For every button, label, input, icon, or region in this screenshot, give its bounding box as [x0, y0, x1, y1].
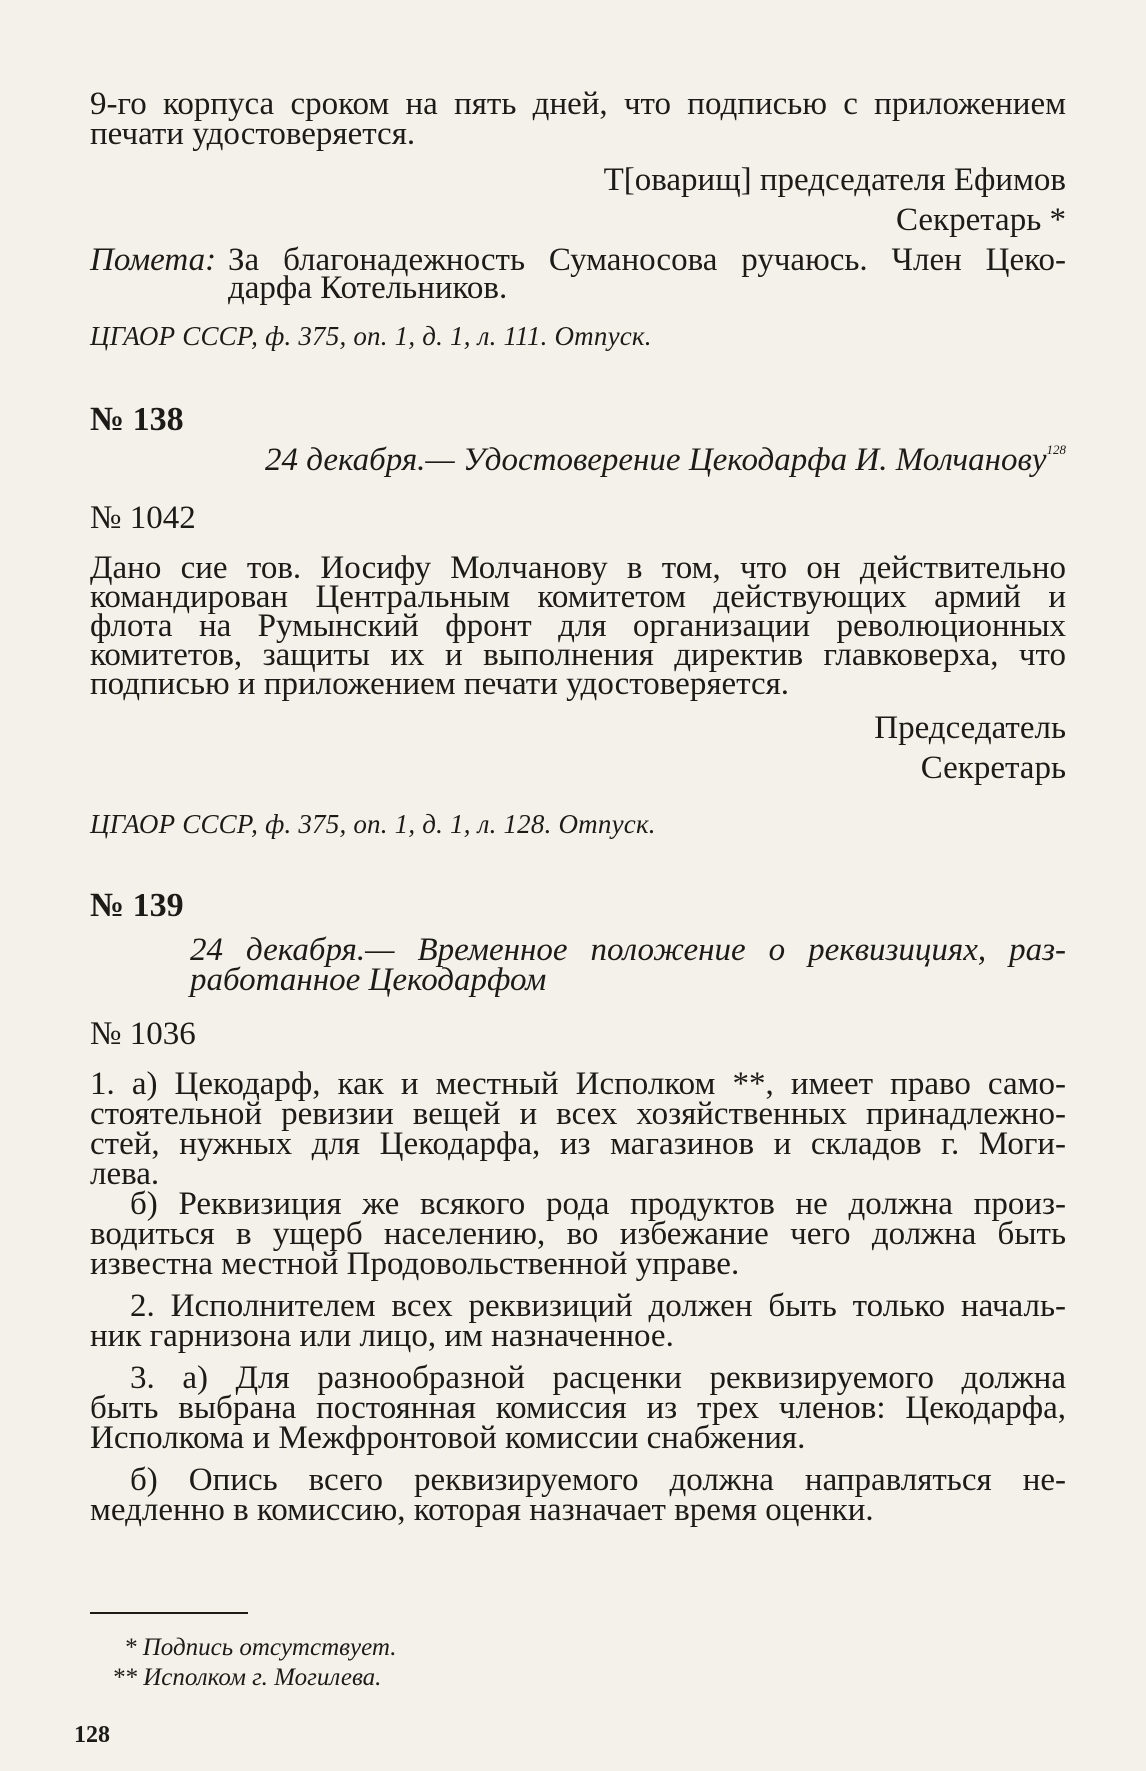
- footnote: ** Исполком г. Могилева.: [112, 1664, 382, 1691]
- archive-source: ЦГАОР СССР, ф. 375, оп. 1, д. 1, л. 128. Отпуск.: [90, 809, 656, 839]
- text-line: водиться в ущерб населению, во избежание чего должна быть: [90, 1216, 1066, 1252]
- text-line: печати удостоверяется.: [90, 116, 416, 152]
- registration-number: № 1036: [90, 1016, 196, 1052]
- note-text: За благонадежность Суманосова ручаюсь. Член Цеко-: [228, 242, 1066, 278]
- text-line: ник гарнизона или лицо, им назначенное.: [90, 1318, 674, 1354]
- text-line: стоятельной ревизии вещей и всех хозяйственных принадлежно-: [90, 1096, 1066, 1132]
- text-line: Исполкома и Межфронтовой комиссии снабжения.: [90, 1420, 806, 1456]
- document-title: работанное Цекодарфом: [190, 962, 547, 998]
- text-line: б) Опись всего реквизируемого должна направляться не-: [130, 1462, 1066, 1498]
- registration-number: № 1042: [90, 500, 196, 536]
- signature-line: Секретарь *: [895, 202, 1066, 238]
- text-line: 2. Исполнителем всех реквизиций должен быть только началь-: [130, 1288, 1066, 1324]
- page-number: 128: [74, 1722, 110, 1748]
- footnote: * Подпись отсутствует.: [124, 1634, 397, 1661]
- document-title-text: 24 декабря.— Удостоверение Цекодарфа И. Молчанову: [265, 442, 1047, 478]
- note-label: Помета:: [90, 242, 217, 278]
- note-text: дарфа Котельников.: [228, 270, 508, 306]
- document-number: № 139: [90, 887, 184, 924]
- text-line: б) Реквизиция же всякого рода продуктов не должна произ-: [130, 1186, 1066, 1222]
- text-line: 1. а) Цекодарф, как и местный Исполком **, имеет право само-: [90, 1066, 1066, 1102]
- text-line: 3. а) Для разнообразной расценки реквизируемого должна: [130, 1360, 1066, 1396]
- text-line: Дано сие тов. Иосифу Молчанову в том, что он действительно: [90, 550, 1066, 586]
- text-line: флота на Румынский фронт для организации революционных: [90, 608, 1066, 644]
- document-title: 24 декабря.— Временное положение о реквизициях, раз-: [190, 932, 1066, 968]
- text-line: лева.: [90, 1156, 160, 1192]
- text-line: быть выбрана постоянная комиссия из трех членов: Цекодарфа,: [90, 1390, 1066, 1426]
- text-line: комитетов, защиты их и выполнения директив главковерха, что: [90, 637, 1066, 673]
- signature-line: Т[оварищ] председателя Ефимов: [603, 162, 1066, 198]
- text-line: известна местной Продовольственной управе.: [90, 1246, 740, 1282]
- footnote-divider: [90, 1612, 248, 1614]
- text-line: медленно в комиссию, которая назначает время оценки.: [90, 1492, 874, 1528]
- text-line: стей, нужных для Цекодарфа, из магазинов и складов г. Моги-: [90, 1126, 1066, 1162]
- text-line: 9-го корпуса сроком на пять дней, что подписью с приложением: [90, 86, 1066, 122]
- text-line: командирован Центральным комитетом действующих армий и: [90, 579, 1066, 615]
- note-reference: 128: [1046, 442, 1066, 457]
- signature-line: Секретарь: [920, 750, 1066, 786]
- archive-source: ЦГАОР СССР, ф. 375, оп. 1, д. 1, л. 111. Отпуск.: [90, 321, 652, 351]
- document-number: № 138: [90, 401, 184, 438]
- text-line: подписью и приложением печати удостоверяется.: [90, 666, 790, 702]
- signature-line: Председатель: [874, 710, 1066, 746]
- document-title: [190, 442, 1066, 478]
